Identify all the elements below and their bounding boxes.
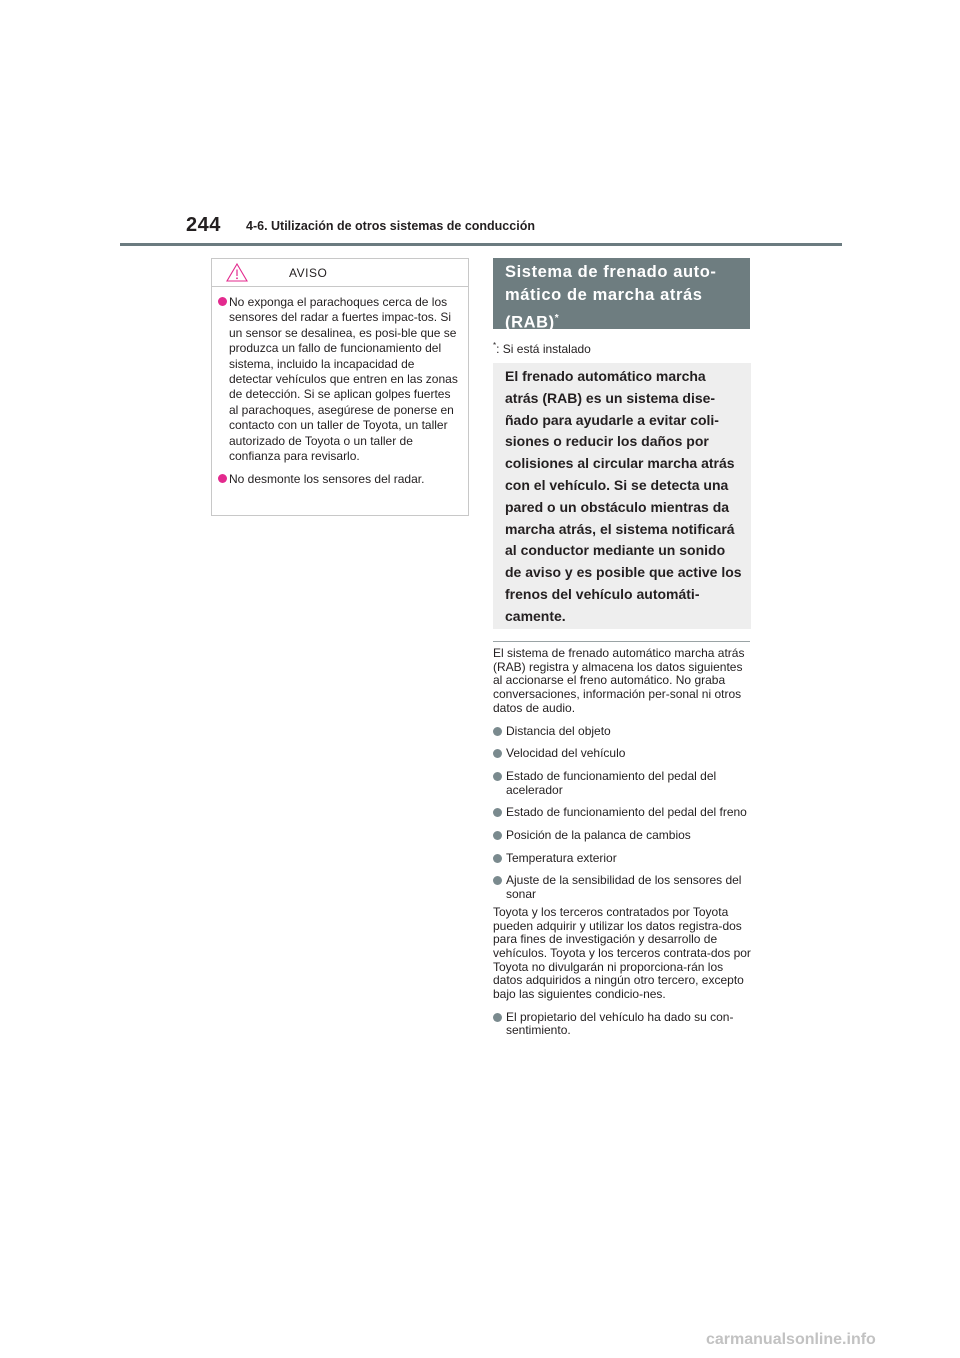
bullet-icon	[493, 727, 502, 736]
paragraph-data-usage: Toyota y los terceros contratados por Toyota pueden adquirir y utilizar los datos registra-dos para fines de investigación y desarrollo de vehículos. Toyota y los terceros contrata-dos por Toyota no divulgarán ni proporciona-rán los datos adquiridos a ningún otro tercero, excepto bajo las siguientes condicio-nes.	[493, 904, 751, 1002]
rab-banner-title: Sistema de frenado auto-mático de marcha atrás (RAB)	[505, 263, 717, 332]
list-item-text: Ajuste de la sensibilidad de los sensores del sonar	[506, 873, 742, 902]
watermark: carmanualsonline.info	[706, 1331, 876, 1348]
warning-item-text: No desmonte los sensores del radar.	[229, 472, 425, 487]
paragraph-recording: El sistema de frenado automático marcha atrás (RAB) registra y almacena los datos siguientes al accionarse el freno automático. No graba conversaciones, información per-sonal ni otros datos de audio.	[493, 646, 745, 715]
header-rule	[120, 243, 842, 246]
condition-list	[493, 1011, 753, 1038]
bullet-icon	[493, 772, 502, 781]
list-item-text: El propietario del vehículo ha dado su con-sentimiento.	[506, 1009, 734, 1038]
list-item-text: Estado de funcionamiento del pedal del freno	[506, 805, 747, 820]
list-item	[493, 806, 753, 820]
recorded-data-list	[493, 725, 753, 902]
warning-triangle-icon	[226, 263, 248, 282]
warning-box	[211, 258, 469, 516]
bullet-icon	[493, 808, 502, 817]
bullet-icon	[493, 1013, 502, 1022]
warning-header	[212, 259, 468, 287]
list-item-text: Temperatura exterior	[506, 850, 617, 865]
list-item-text: Velocidad del vehículo	[506, 746, 626, 761]
body-text	[493, 647, 753, 1047]
list-item	[493, 747, 753, 761]
intro-text: El frenado automático marcha atrás (RAB) es un sistema dise-ñado para ayudarle a evitar coli-siones o reducir los daños por colisiones al circular marcha atrás con el vehículo. Si se detecta una pared o un obstáculo mientras da marcha atrás, el sistema notificará al conductor mediante un sonido de aviso y es posible que active los frenos del vehículo automáti-camente.	[505, 368, 742, 624]
list-item-text: Distancia del objeto	[506, 723, 611, 738]
footnote	[493, 341, 591, 356]
list-item	[493, 770, 753, 797]
warning-title: AVISO	[289, 266, 328, 280]
intro-rule	[493, 641, 750, 642]
list-item	[493, 874, 753, 901]
footnote-text: : Si está instalado	[496, 342, 591, 356]
warning-item-text: No exponga el parachoques cerca de los sensores del radar a fuertes impac-tos. Si un sensor se desalinea, es posi-ble que se produzca un fallo de funcionamiento del sistema, incluido la incapacidad de detectar vehículos que entren en las zonas de detección. Si se aplican golpes fuertes al parachoques, asegúrese de ponerse en contacto con un taller de Toyota, un taller autorizado de Toyota o un taller de confianza para revisarlo.	[229, 295, 458, 464]
bullet-icon	[218, 474, 227, 483]
list-item-text: Estado de funcionamiento del pedal del acelerador	[506, 768, 717, 797]
list-item	[493, 829, 753, 843]
warning-item	[212, 472, 460, 487]
warning-item	[212, 295, 460, 464]
list-item-text: Posición de la palanca de cambios	[506, 828, 691, 843]
rab-banner	[493, 258, 750, 332]
bullet-icon	[493, 831, 502, 840]
warning-list	[212, 287, 468, 488]
page-number: 244	[186, 214, 221, 236]
bullet-icon	[218, 297, 227, 306]
section-title: 4-6. Utilización de otros sistemas de conducción	[246, 219, 535, 233]
bullet-icon	[493, 854, 502, 863]
list-item	[493, 1011, 753, 1038]
bullet-icon	[493, 749, 502, 758]
list-item	[493, 725, 753, 739]
bullet-icon	[493, 876, 502, 885]
rab-banner-sup: *	[554, 313, 560, 324]
footnote-mark: *	[493, 341, 497, 350]
intro-box	[493, 363, 751, 629]
list-item	[493, 852, 753, 866]
